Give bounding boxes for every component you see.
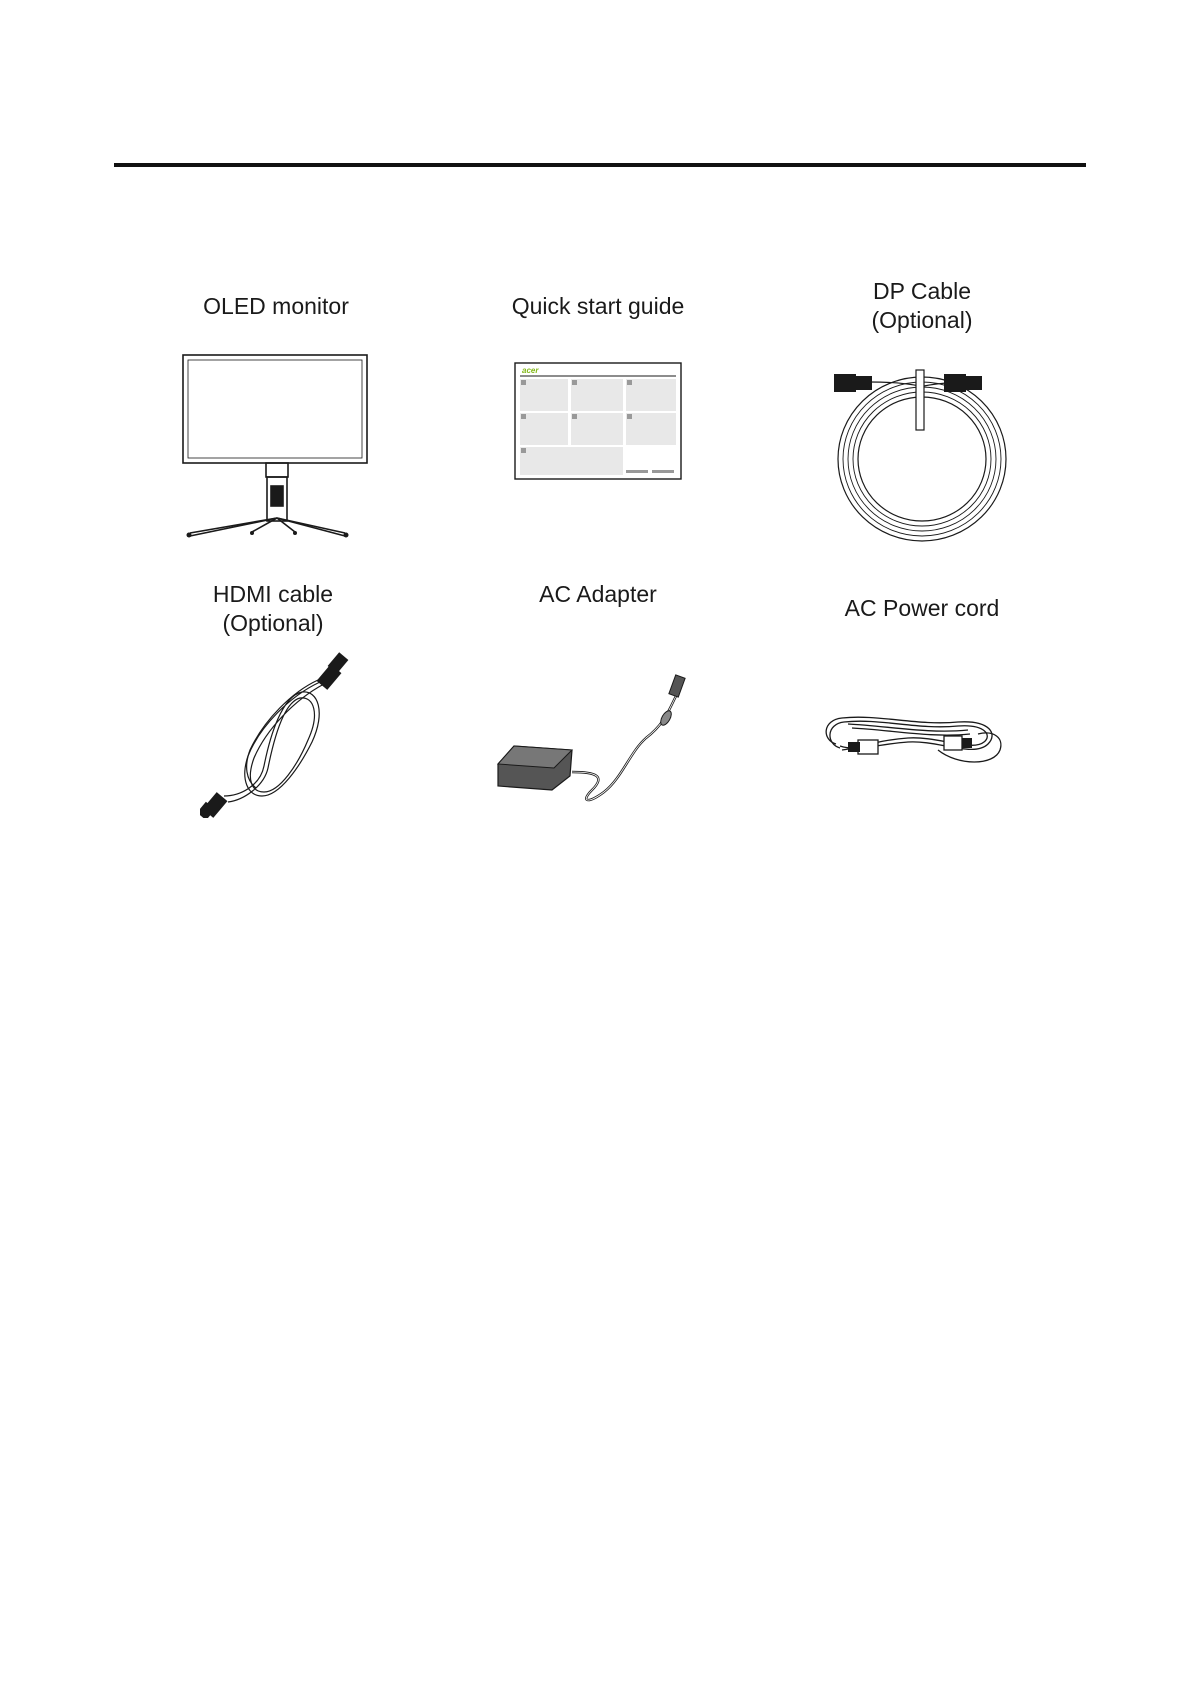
ac-adapter-illustration	[496, 672, 706, 808]
oled-monitor-label: OLED monitor	[203, 293, 349, 319]
quick-start-guide-label: Quick start guide	[511, 293, 685, 319]
ac-power-cord-label: AC Power cord	[844, 595, 1000, 621]
quick-start-guide-illustration	[514, 362, 682, 480]
oled-monitor-illustration	[180, 352, 370, 544]
acer-logo: acer	[522, 366, 539, 375]
ac-power-cord-illustration	[818, 700, 1004, 772]
header-rule	[114, 163, 1086, 167]
hdmi-cable-illustration	[200, 646, 390, 818]
dp-cable-illustration	[830, 362, 1014, 544]
hdmi-cable-label: HDMI cable (Optional)	[212, 581, 334, 636]
dp-cable-label: DP Cable (Optional)	[871, 278, 973, 333]
ac-adapter-label: AC Adapter	[539, 581, 657, 607]
